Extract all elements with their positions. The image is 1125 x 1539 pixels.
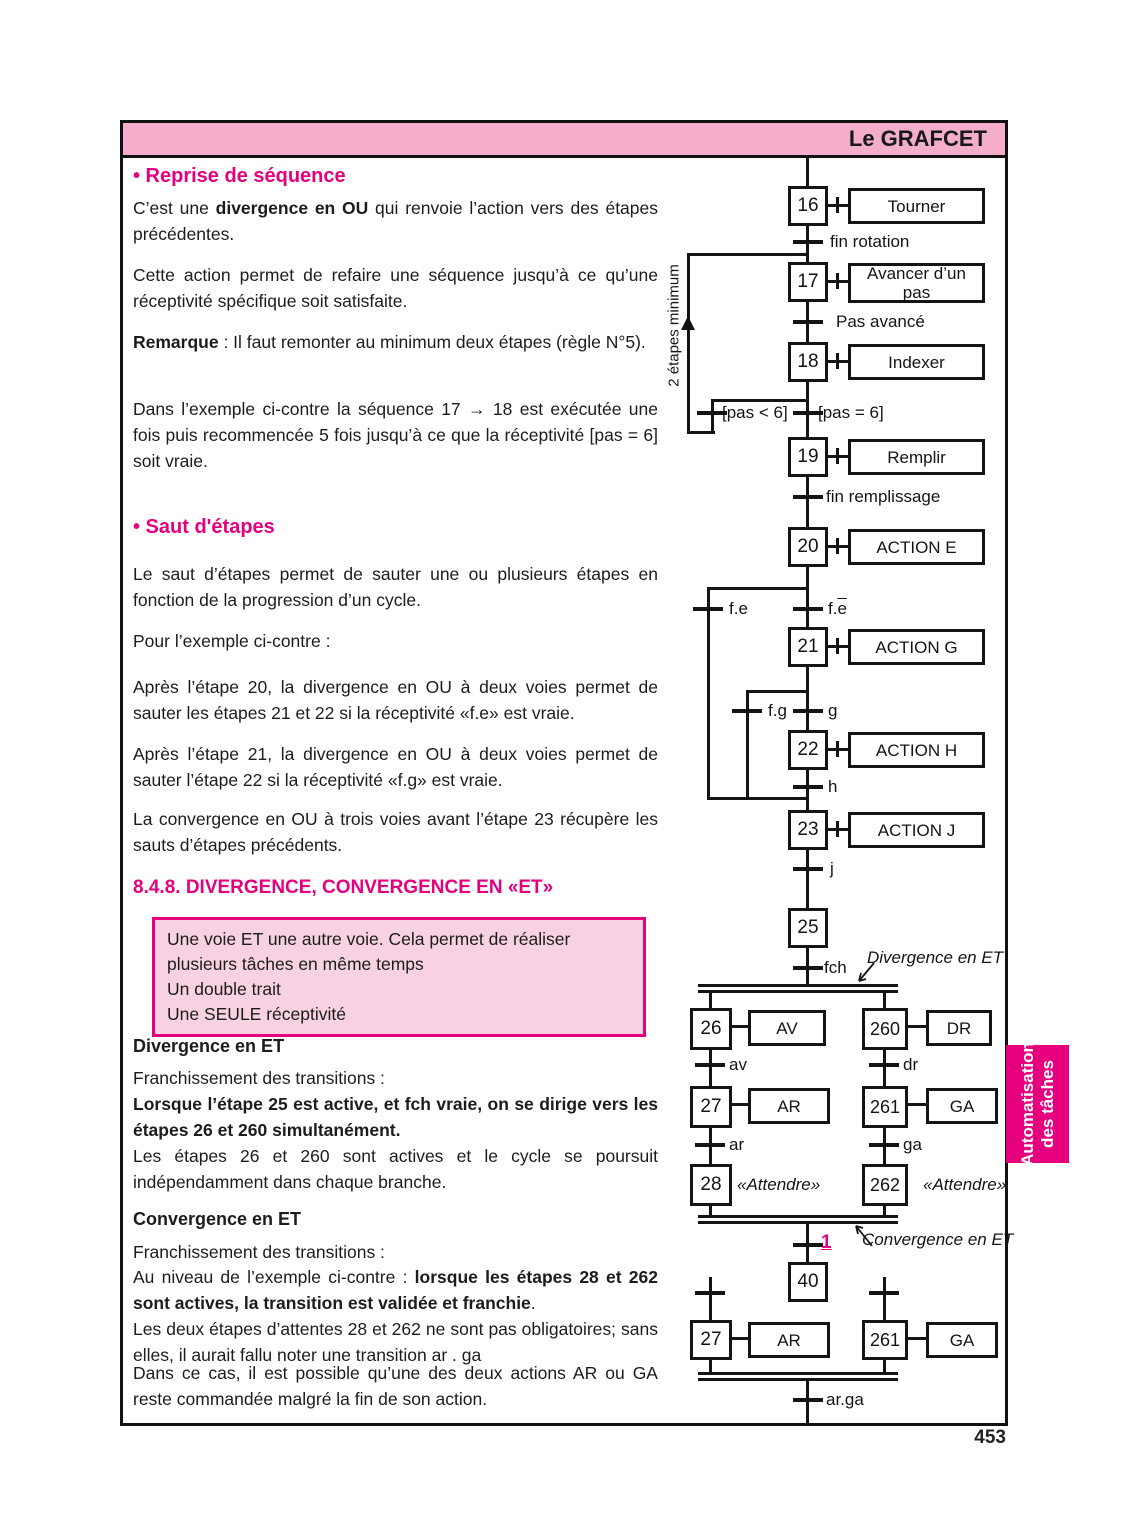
text-run: f.	[828, 599, 838, 618]
paragraph: Cette action permet de refaire une séquence jusqu’à ce qu’une réceptivité spécifique soit satisfaite.	[133, 265, 658, 311]
transition-tick	[869, 1143, 899, 1147]
step-box-261: 261	[862, 1086, 908, 1128]
branch-line-left	[709, 1277, 712, 1322]
loopback-line	[687, 253, 808, 256]
transition-label-fin-remplissage: fin remplissage	[826, 487, 941, 506]
paragraph-bold: Lorsque l’étape 25 est active, et fch vraie, on se dirige vers les étapes 26 et 260 simultanément.	[133, 1094, 658, 1140]
step-box-260: 260	[862, 1008, 908, 1050]
transition-label-h: h	[828, 777, 838, 796]
and-divergence-bar	[698, 990, 898, 993]
transition-label-fch: fch	[824, 958, 847, 977]
step-box-16: 16	[788, 186, 828, 226]
transition-label-fin-rotation: fin rotation	[830, 232, 910, 251]
text-run-bold: lorsque les étapes 28 et 262 sont actives, la transition est validée et franchie	[133, 1267, 658, 1313]
transition-tick	[869, 1063, 899, 1067]
step-box-17: 17	[788, 262, 828, 302]
note-convergence-et: Convergence en ET	[862, 1230, 1014, 1249]
action-box-action-g: ACTION G	[848, 629, 985, 665]
loopback-line	[687, 253, 690, 434]
connector-tick	[836, 638, 839, 654]
paragraph: Dans l’exemple ci-contre la séquence 17 → 18 est exécutée une fois puis recommencée 5 fois jusqu’à ce que la réceptivité [pas = 6] soit vraie.	[133, 399, 658, 471]
paragraph: La convergence en OU à trois voies avant l’étape 23 récupère les sauts d’étapes précédents.	[133, 809, 658, 855]
step-box-21: 21	[788, 627, 828, 667]
action-box-av: AV	[748, 1010, 826, 1046]
step-box-27: 27	[690, 1086, 732, 1128]
transition-tick	[793, 1398, 823, 1402]
transition-tick	[793, 867, 823, 871]
action-box-action-h: ACTION H	[848, 732, 985, 768]
connector-tick	[836, 448, 839, 464]
heading-reprise: • Reprise de séquence	[133, 165, 346, 187]
connector	[732, 1025, 748, 1028]
page-number: 453	[974, 1427, 1006, 1448]
text-run: : Il faut remonter au minimum deux étapes (règle N°5).	[218, 332, 646, 352]
transition-label-pas-avance: Pas avancé	[836, 312, 925, 331]
note-wait-left: «Attendre»	[737, 1175, 821, 1194]
transition-label-pas-eq-6: [pas = 6]	[818, 403, 884, 422]
action-box-ar-b: AR	[748, 1322, 830, 1358]
transition-tick	[869, 1291, 899, 1295]
step-box-26: 26	[690, 1008, 732, 1050]
transition-tick	[695, 1063, 725, 1067]
text-run-bold: divergence en OU	[215, 198, 369, 218]
chapter-title: Le GRAFCET	[848, 126, 987, 151]
transition-tick	[793, 1243, 823, 1247]
and-convergence-bar	[698, 1215, 898, 1218]
paragraph: Pour l’exemple ci-contre :	[133, 631, 331, 651]
step-box-19: 19	[788, 437, 828, 477]
chapter-side-tab-label	[1018, 1042, 1058, 1166]
step-box-25: 25	[788, 908, 828, 948]
transition-tick	[793, 495, 823, 499]
step-box-20: 20	[788, 527, 828, 567]
heading-convergence-et: Convergence en ET	[133, 1209, 302, 1229]
paragraph	[133, 195, 658, 247]
transition-label-dr: dr	[903, 1055, 919, 1074]
step-box-27b: 27	[690, 1320, 732, 1360]
branch-line	[711, 399, 808, 402]
transition-tick	[793, 320, 823, 324]
transition-tick	[793, 966, 823, 970]
action-box-ga: GA	[926, 1088, 998, 1124]
paragraph: Après l’étape 20, la divergence en OU à deux voies permet de sauter les étapes 21 et 22 si la réceptivité «f.e» est vraie.	[133, 677, 658, 723]
paragraph: Franchissement des transitions :	[133, 1242, 385, 1262]
action-box-dr: DR	[926, 1010, 992, 1046]
text-run-overline: $\overline{e}$	[837, 599, 847, 618]
note-wait-right: «Attendre»	[923, 1175, 1007, 1194]
action-box-indexer: Indexer	[848, 344, 985, 380]
transition-label-fe-bar	[828, 599, 847, 619]
main-line	[806, 1381, 809, 1423]
infobox: Une voie ET une autre voie. Cela permet de réaliser plusieurs tâches en même temps Un double trait Une SEULE réceptivité	[152, 917, 646, 1037]
transition-tick	[793, 240, 823, 244]
step-box-23: 23	[788, 810, 828, 850]
or-convergence-line	[707, 797, 808, 800]
transition-tick	[793, 709, 823, 713]
and-convergence-bar	[698, 1378, 898, 1381]
paragraph: Après l’étape 21, la divergence en OU à deux voies permet de sauter l’étape 22 si la réceptivité «f.g» est vraie.	[133, 744, 658, 790]
heading-divergence-et: Divergence en ET	[133, 1036, 285, 1056]
side-tab-line2: des tâches	[1037, 1060, 1057, 1148]
paragraph: Dans ce cas, il est possible qu’une des deux actions AR ou GA reste commandée malgré la fin de son action.	[133, 1363, 658, 1409]
transition-label-pas-lt-6: [pas < 6]	[722, 403, 788, 422]
connector-tick	[836, 353, 839, 369]
action-box-ga-b: GA	[926, 1322, 998, 1358]
transition-tick	[732, 709, 762, 713]
transition-tick	[693, 607, 723, 611]
chapter-header	[120, 120, 1008, 158]
transition-tick	[695, 1143, 725, 1147]
connector	[908, 1025, 926, 1028]
step-box-22: 22	[788, 730, 828, 770]
step-box-18: 18	[788, 342, 828, 382]
transition-tick	[695, 1291, 725, 1295]
paragraph: Les étapes 26 et 260 sont actives et le cycle se poursuit indépendamment dans chaque branche.	[133, 1146, 658, 1192]
connector-tick	[836, 538, 839, 554]
and-convergence-bar	[698, 1372, 898, 1375]
transition-label-1: 1	[821, 1232, 832, 1253]
chapter-side-tab	[1006, 1042, 1069, 1166]
connector-tick	[836, 821, 839, 837]
connector-tick	[836, 197, 839, 213]
transition-label-av: av	[729, 1055, 747, 1074]
connector-tick	[836, 273, 839, 289]
connector-tick	[836, 741, 839, 757]
transition-tick	[793, 785, 823, 789]
connector	[732, 1103, 748, 1106]
text-run: Au niveau de l’exemple ci-contre :	[133, 1267, 415, 1287]
step-box-262: 262	[862, 1164, 908, 1206]
step-box-28: 28	[690, 1164, 732, 1206]
transition-label-fg: f.g	[768, 701, 787, 720]
step-box-261b: 261	[862, 1320, 908, 1360]
step-box-40: 40	[788, 1262, 828, 1302]
or-divergence-line	[709, 587, 808, 590]
action-box-action-e: ACTION E	[848, 529, 985, 565]
paragraph: Le saut d’étapes permet de sauter une ou plusieurs étapes en fonction de la progression d’un cycle.	[133, 564, 658, 610]
paragraph	[133, 1264, 658, 1316]
action-box-tourner: Tourner	[848, 188, 985, 224]
transition-tick	[793, 607, 823, 611]
action-box-remplir: Remplir	[848, 439, 985, 475]
action-box-ar: AR	[748, 1088, 830, 1124]
heading-saut: • Saut d'étapes	[133, 516, 275, 538]
transition-label-fe: f.e	[729, 599, 748, 618]
text-run: .	[530, 1293, 536, 1313]
action-box-action-j: ACTION J	[848, 812, 985, 848]
note-divergence-et: Divergence en ET	[867, 948, 1004, 967]
transition-label-ga: ga	[903, 1135, 922, 1154]
transition-label-ar: ar	[729, 1135, 745, 1154]
branch-line	[711, 399, 714, 434]
branch-line-right	[883, 1277, 886, 1322]
transition-label-j: j	[830, 859, 834, 878]
annotation-arrow-icon	[850, 1222, 876, 1248]
side-tab-line1: Automatisation	[1017, 1042, 1037, 1166]
heading-848: 8.4.8. DIVERGENCE, CONVERGENCE EN «ET»	[133, 877, 554, 898]
paragraph: Les deux étapes d’attentes 28 et 262 ne sont pas obligatoires; sans elles, il aurait fallu noter une transition ar . ga	[133, 1319, 658, 1365]
skip-branch-line	[746, 690, 749, 800]
or-divergence-line	[748, 690, 808, 693]
connector	[732, 1337, 748, 1340]
note-min-steps: 2 étapes minimum	[665, 264, 683, 387]
skip-branch-line	[707, 587, 710, 800]
transition-label-g: g	[828, 701, 838, 720]
arrow-up-icon	[681, 316, 695, 330]
action-box-avancer: Avancer d’un pas	[848, 263, 985, 303]
text-run: qui renvoie l’action vers des étapes précédentes.	[133, 198, 658, 244]
transition-label-ar-ga: ar.ga	[826, 1390, 864, 1409]
annotation-arrow-icon	[852, 960, 878, 986]
paragraph: Franchissement des transitions :	[133, 1068, 385, 1088]
text-run-bold: Remarque	[133, 332, 219, 352]
text-run: C’est une	[133, 198, 216, 218]
paragraph	[133, 329, 658, 355]
connector	[908, 1337, 926, 1340]
connector	[908, 1103, 926, 1106]
